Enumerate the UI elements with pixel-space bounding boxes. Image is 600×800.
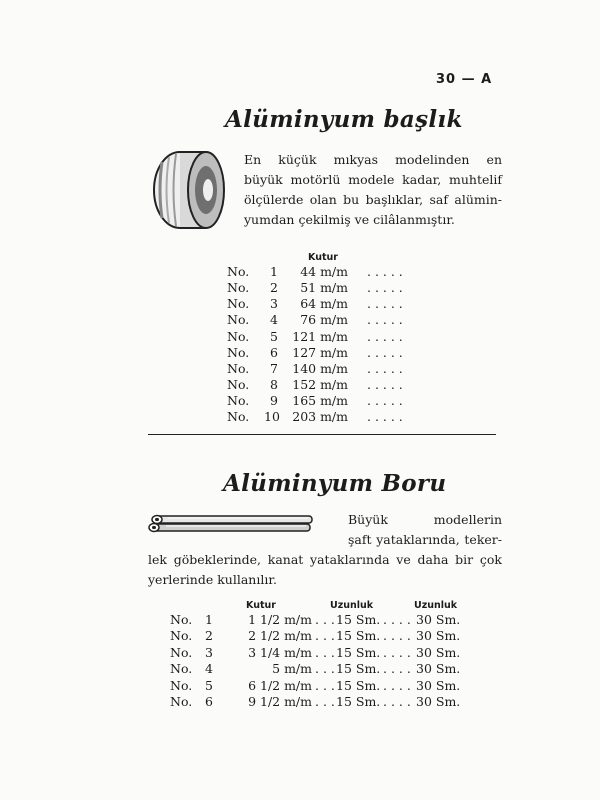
row-size: 44 m/m	[300, 264, 348, 279]
section-divider	[148, 434, 496, 435]
tube-column-header-uzunluk-2: Uzunluk	[414, 600, 458, 611]
row-length-2: 30 Sm.	[416, 661, 461, 676]
row-no-label: No.	[227, 361, 250, 376]
row-no-label: No.	[170, 645, 193, 660]
row-dots: . . . .	[383, 678, 411, 693]
row-no-label: No.	[227, 296, 250, 311]
row-diameter: 5 m/m	[272, 661, 312, 676]
row-no-label: No.	[170, 694, 193, 709]
row-length-1: 15 Sm.	[336, 678, 381, 693]
row-length-1: 15 Sm.	[336, 694, 381, 709]
row-size: 165 m/m	[292, 393, 348, 408]
row-number: 6	[205, 694, 213, 709]
aluminum-cap-icon	[150, 148, 228, 232]
row-dots: . . . . .	[367, 296, 403, 311]
tube-description	[148, 530, 502, 590]
row-dots: . . . . .	[367, 345, 403, 360]
row-number: 5	[205, 678, 213, 693]
row-number: 10	[264, 409, 280, 424]
tube-description-line: Büyük modellerin	[348, 512, 502, 527]
row-dots: . . . . .	[367, 377, 403, 392]
row-dots: . . . .	[383, 612, 411, 627]
row-length-2: 30 Sm.	[416, 694, 461, 709]
row-number: 4	[205, 661, 213, 676]
cap-description-line: ölçülerde olan bu başlıklar, saf alümin-	[244, 192, 502, 207]
cap-description-line: büyük motörlü modele kadar, muhtelif	[244, 172, 502, 187]
section-title-aluminum-cap: Alüminyum başlık	[225, 106, 463, 133]
row-size: 152 m/m	[292, 377, 348, 392]
row-number: 7	[270, 361, 278, 376]
row-length-1: 15 Sm.	[336, 612, 381, 627]
row-length-1: 15 Sm.	[336, 645, 381, 660]
row-dots: . . . . .	[367, 264, 403, 279]
row-no-label: No.	[227, 312, 250, 327]
row-number: 1	[205, 612, 213, 627]
row-no-label: No.	[227, 345, 250, 360]
tube-column-header-uzunluk-1: Uzunluk	[330, 600, 374, 611]
row-no-label: No.	[170, 661, 193, 676]
page-number: 30 — A	[436, 72, 493, 87]
row-length-2: 30 Sm.	[416, 628, 461, 643]
row-dots: . . . . .	[367, 393, 403, 408]
tube-description-line: yerlerinde kullanılır.	[148, 572, 277, 587]
row-diameter: 2 1/2 m/m	[248, 628, 312, 643]
row-number: 5	[270, 329, 278, 344]
row-diameter: 6 1/2 m/m	[248, 678, 312, 693]
row-dots: . . . . .	[367, 361, 403, 376]
row-dots: . . .	[315, 645, 335, 660]
row-number: 2	[205, 628, 213, 643]
cap-description-line: yumdan çekilmiş ve cilâlanmıştır.	[244, 212, 455, 227]
row-dots: . . . . .	[367, 312, 403, 327]
row-no-label: No.	[227, 377, 250, 392]
row-number: 1	[270, 264, 278, 279]
row-dots: . . . .	[383, 628, 411, 643]
row-number: 8	[270, 377, 278, 392]
row-length-2: 30 Sm.	[416, 612, 461, 627]
cap-column-header-kutur: Kutur	[308, 252, 338, 263]
row-no-label: No.	[170, 628, 193, 643]
row-dots: . . .	[315, 612, 335, 627]
row-dots: . . . .	[383, 694, 411, 709]
row-dots: . . . . .	[367, 409, 403, 424]
row-dots: . . .	[315, 678, 335, 693]
row-size: 203 m/m	[292, 409, 348, 424]
row-no-label: No.	[227, 393, 250, 408]
row-number: 9	[270, 393, 278, 408]
row-size: 76 m/m	[300, 312, 348, 327]
row-length-2: 30 Sm.	[416, 645, 461, 660]
tube-description-line: lek göbeklerinde, kanat yataklarında ve daha bir çok	[148, 552, 502, 567]
row-dots: . . . .	[383, 645, 411, 660]
cap-size-table	[0, 264, 600, 430]
tube-description-top	[348, 510, 502, 530]
tube-description-line: şaft yataklarında, teker-	[348, 532, 502, 547]
row-length-1: 15 Sm.	[336, 628, 381, 643]
row-size: 140 m/m	[292, 361, 348, 376]
row-diameter: 3 1/4 m/m	[248, 645, 312, 660]
cap-description-line: En küçük mıkyas modelinden en	[244, 152, 502, 167]
row-dots: . . . . .	[367, 329, 403, 344]
row-size: 64 m/m	[300, 296, 348, 311]
row-size: 127 m/m	[292, 345, 348, 360]
section-title-aluminum-tube: Alüminyum Boru	[223, 470, 447, 497]
row-no-label: No.	[227, 329, 250, 344]
row-no-label: No.	[227, 280, 250, 295]
row-no-label: No.	[227, 264, 250, 279]
row-number: 4	[270, 312, 278, 327]
row-size: 51 m/m	[300, 280, 348, 295]
row-dots: . . . . .	[367, 280, 403, 295]
row-number: 3	[270, 296, 278, 311]
row-no-label: No.	[170, 612, 193, 627]
row-size: 121 m/m	[292, 329, 348, 344]
row-length-2: 30 Sm.	[416, 678, 461, 693]
row-no-label: No.	[227, 409, 250, 424]
cap-description	[244, 150, 502, 230]
row-dots: . . . .	[383, 661, 411, 676]
row-dots: . . .	[315, 694, 335, 709]
row-no-label: No.	[170, 678, 193, 693]
row-dots: . . .	[315, 628, 335, 643]
tube-size-table	[0, 612, 600, 712]
row-number: 6	[270, 345, 278, 360]
row-length-1: 15 Sm.	[336, 661, 381, 676]
row-diameter: 1 1/2 m/m	[248, 612, 312, 627]
tube-column-header-kutur: Kutur	[246, 600, 276, 611]
row-diameter: 9 1/2 m/m	[248, 694, 312, 709]
row-number: 2	[270, 280, 278, 295]
row-number: 3	[205, 645, 213, 660]
row-dots: . . .	[315, 661, 335, 676]
